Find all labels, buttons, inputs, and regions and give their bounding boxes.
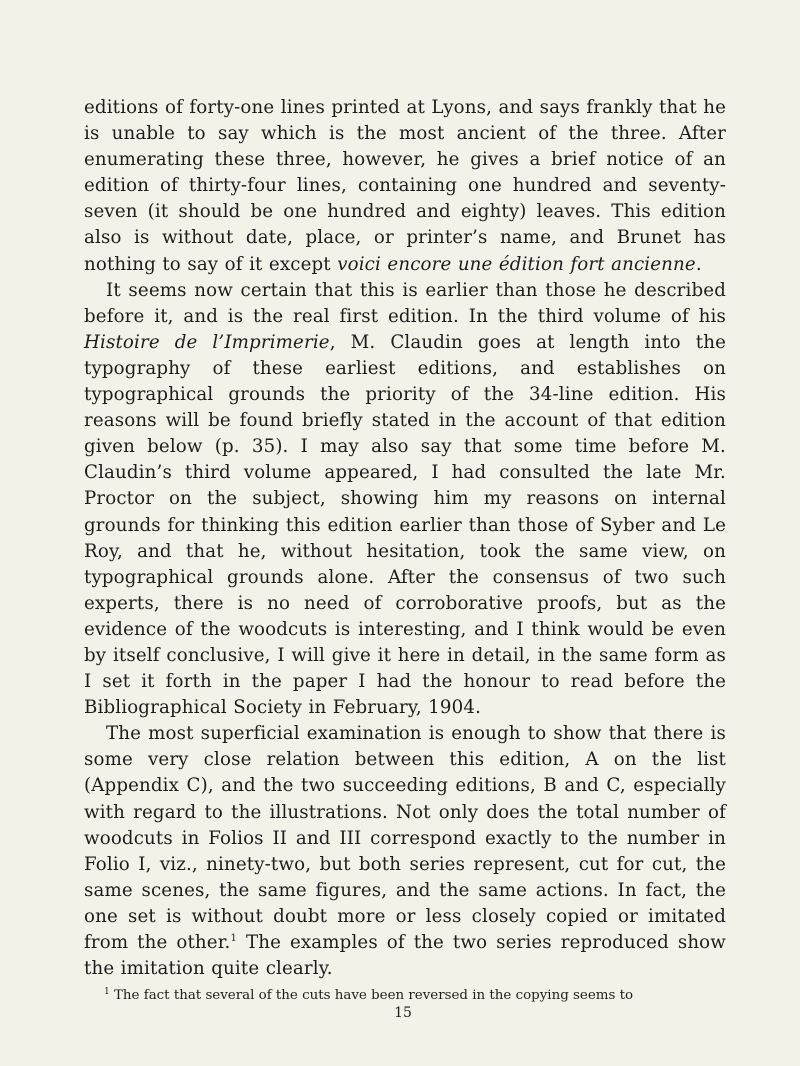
paragraph: The most superficial examination is enough to show that there is some very close relation between this edition, A on the list (Appendix C), and the two succeeding editions, B and C, especially with regard to the illustrations. Not only does the total number of woodcuts in Folios II and III correspond exactly to the number in Folio I, viz., ninety-two, but both series represent, cut for cut, the same scenes, the same figures, and the same actions. In fact, the one set is without doubt more or less closely copied or imitated from the other.$^1$ The examples of the two series reproduced show the imitation quite clearly. <box>84 723 727 980</box>
page-number: 15 <box>394 1005 412 1022</box>
book-page <box>84 95 726 1021</box>
footnote-marker: 1 <box>104 987 110 998</box>
italic-text: voici encore une édition fort ancienne <box>337 253 696 275</box>
body-text <box>84 95 726 982</box>
footnote <box>84 987 726 1005</box>
paragraph: editions of forty-one lines printed at Lyons, and says frankly that he is unable to say which is the most ancient of the three. After enumerating these three, however, he gives a brief notice of an edition of thirty-four lines, containing one hundred and seventy-seven (it should be one hundred and eighty) leaves. This edition also is without date, place, or printer’s name, and Brunet has nothing to say of it except voici encore une édition fort ancienne. <box>84 97 726 275</box>
italic-text: Histoire de l’Imprimerie <box>84 331 330 353</box>
footnote-text: The fact that several of the cuts have been reversed in the copying seems to <box>114 988 634 1004</box>
footnote-reference: 1 <box>230 933 237 944</box>
paragraph: It seems now certain that this is earlier than those he described before it, and is the real first edition. In the third volume of his Histoire de l’Imprimerie, M. Claudin goes at length into the typography of these earliest editions, and establishes on typographical grounds the priority of the 34-line edition. His reasons will be found briefly stated in the account of that edition given below (p. 35). I may also say that some time before M. Claudin’s third volume appeared, I had consulted the late Mr. Proctor on the subject, showing him my reasons on internal grounds for thinking this edition earlier than those of Syber and Le Roy, and that he, without hesitation, took the same view, on typographical grounds alone. After the consensus of two such experts, there is no need of corroborative proofs, but as the evidence of the woodcuts is interesting, and I think would be even by itself conclusive, I will give it here in detail, in the same form as I set it forth in the paper I had the honour to read before the Bibliographical Society in February, 1904. <box>84 279 727 719</box>
